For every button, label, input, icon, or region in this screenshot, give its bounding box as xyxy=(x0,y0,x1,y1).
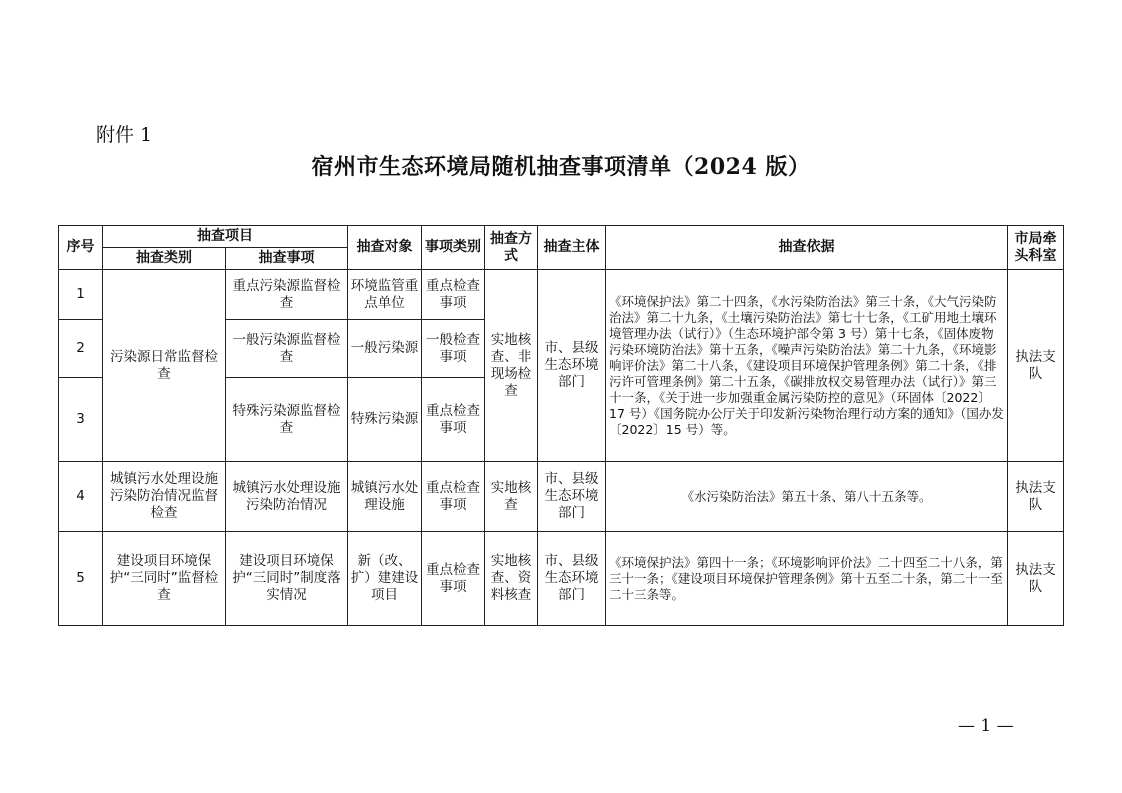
row-lead-office: 执法支队 xyxy=(1008,270,1064,462)
row-matter: 城镇污水处理设施污染防治情况 xyxy=(226,462,348,532)
row-category: 建设项目环境保护“三同时”监督检查 xyxy=(103,532,226,626)
header-subject: 抽查主体 xyxy=(538,226,606,270)
inspection-table xyxy=(58,225,1064,626)
header-object: 抽查对象 xyxy=(348,226,422,270)
row-subject: 市、县级生态环境部门 xyxy=(538,532,606,626)
header-basis: 抽查依据 xyxy=(606,226,1008,270)
row-matter-type: 重点检查事项 xyxy=(422,270,485,320)
row-matter: 一般污染源监督检查 xyxy=(226,320,348,378)
header-method: 抽查方式 xyxy=(485,226,538,270)
row-object: 一般污染源 xyxy=(348,320,422,378)
table-row xyxy=(59,270,1064,320)
row-seq: 5 xyxy=(59,532,103,626)
header-lead-office: 市局牵头科室 xyxy=(1008,226,1064,270)
page-number: — 1 — xyxy=(958,716,1014,736)
header-matter: 抽查事项 xyxy=(226,248,348,270)
row-matter: 特殊污染源监督检查 xyxy=(226,378,348,462)
row-basis: 《水污染防治法》第五十条、第八十五条等。 xyxy=(606,462,1008,532)
row-matter: 重点污染源监督检查 xyxy=(226,270,348,320)
row-method: 实地核查、非现场检查 xyxy=(485,270,538,462)
row-category: 污染源日常监督检查 xyxy=(103,270,226,462)
row-matter-type: 重点检查事项 xyxy=(422,532,485,626)
row-object: 特殊污染源 xyxy=(348,378,422,462)
header-matter-type: 事项类别 xyxy=(422,226,485,270)
row-lead-office: 执法支队 xyxy=(1008,532,1064,626)
row-seq: 1 xyxy=(59,270,103,320)
row-basis: 《环境保护法》第二十四条，《水污染防治法》第三十条，《大气污染防治法》第二十九条，《土壤污染防治法》第七十七条，《工矿用地土壤环境管理办法（试行）》（生态环境护部令第 3 号）第十七条，《固体废物污染环境防治法》第十五条，《噪声污染防治法》第二十九条，《环境影响评价法》第二十八条，《建设项目环境保护管理条例》第二十条，《排污许可管理条例》第二十五条，《碳排放权交易管理办法（试行）》第三十一条，《关于进一步加强重金属污染防控的意见》（环固体〔2022〕17 号）《国务院办公厅关于印发新污染物治理行动方案的通知》（国办发〔2022〕15 号）等。 xyxy=(606,270,1008,462)
row-subject: 市、县级生态环境部门 xyxy=(538,270,606,462)
row-matter: 建设项目环境保护“三同时”制度落实情况 xyxy=(226,532,348,626)
table-row xyxy=(59,462,1064,532)
row-lead-office: 执法支队 xyxy=(1008,462,1064,532)
row-object: 城镇污水处理设施 xyxy=(348,462,422,532)
header-row-1 xyxy=(59,226,1064,248)
row-matter-type: 重点检查事项 xyxy=(422,462,485,532)
row-matter-type: 一般检查事项 xyxy=(422,320,485,378)
row-basis: 《环境保护法》第四十一条；《环境影响评价法》二十四至二十八条，第三十一条；《建设项目环境保护管理条例》第十五至二十条，第二十一至二十三条等。 xyxy=(606,532,1008,626)
document-title: 宿州市生态环境局随机抽查事项清单（2024 版） xyxy=(311,154,811,180)
row-seq: 4 xyxy=(59,462,103,532)
header-item-group: 抽查项目 xyxy=(103,226,348,248)
row-matter-type: 重点检查事项 xyxy=(422,378,485,462)
table-row xyxy=(59,532,1064,626)
header-seq: 序号 xyxy=(59,226,103,270)
row-seq: 3 xyxy=(59,378,103,462)
row-method: 实地核查、资料核查 xyxy=(485,532,538,626)
row-seq: 2 xyxy=(59,320,103,378)
row-method: 实地核查 xyxy=(485,462,538,532)
row-object: 环境监管重点单位 xyxy=(348,270,422,320)
row-category: 城镇污水处理设施污染防治情况监督检查 xyxy=(103,462,226,532)
header-category: 抽查类别 xyxy=(103,248,226,270)
row-object: 新（改、扩）建建设项目 xyxy=(348,532,422,626)
attachment-label: 附件 1 xyxy=(96,124,153,146)
row-subject: 市、县级生态环境部门 xyxy=(538,462,606,532)
